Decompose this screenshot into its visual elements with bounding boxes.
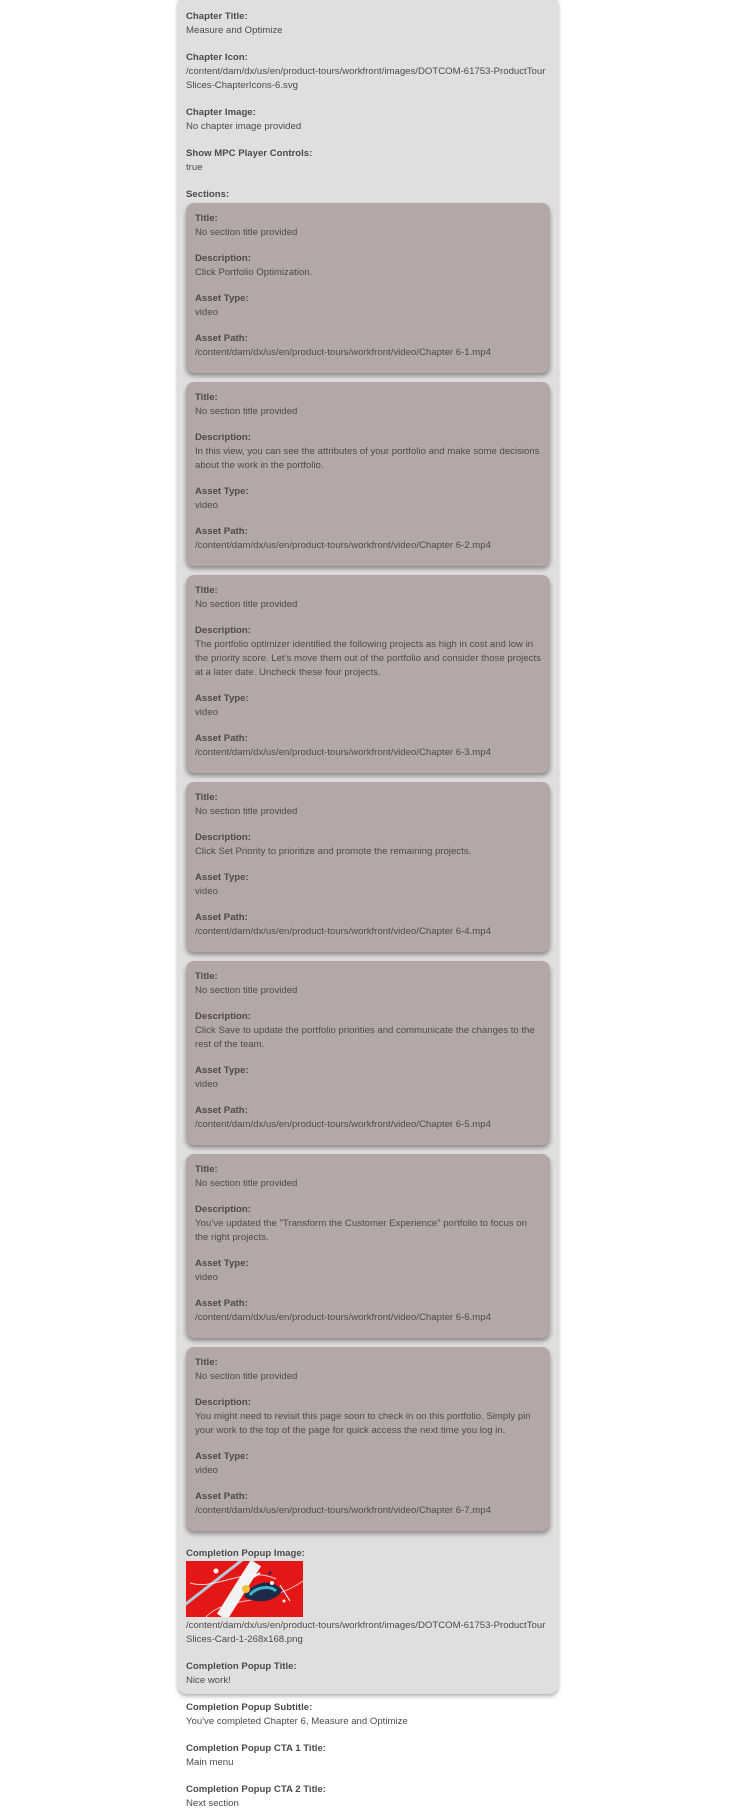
section-description-value: You’ve updated the "Transform the Customer Experience" portfolio to focus on the right projects.: [195, 1218, 527, 1243]
player-controls-value: true: [186, 162, 203, 173]
section-description-value: Click Portfolio Optimization.: [195, 267, 313, 278]
completion-title-label: Completion Popup Title:: [186, 1661, 297, 1672]
section-title-field: [195, 1356, 541, 1384]
section-asset-path-label: Asset Path:: [195, 1105, 248, 1116]
section-asset-type-label: Asset Type:: [195, 293, 249, 304]
sections-label: Sections:: [186, 189, 230, 200]
section-asset-path-field: [195, 1104, 541, 1132]
section-title-label: Title:: [195, 792, 218, 803]
section-description-value: Click Set Priority to prioritize and promote the remaining projects.: [195, 846, 472, 857]
completion-image-field: [186, 1547, 550, 1647]
section-card: [186, 382, 550, 566]
section-asset-type-value: video: [195, 1465, 218, 1476]
section-asset-type-label: Asset Type:: [195, 1451, 249, 1462]
completion-subtitle-label: Completion Popup Subtitle:: [186, 1702, 313, 1713]
section-asset-path-field: [195, 332, 541, 360]
section-asset-path-label: Asset Path:: [195, 1491, 248, 1502]
section-asset-path-label: Asset Path:: [195, 912, 248, 923]
section-asset-path-label: Asset Path:: [195, 733, 248, 744]
player-controls-field: [186, 147, 550, 175]
section-asset-type-value: video: [195, 707, 218, 718]
section-description-field: [195, 1396, 541, 1438]
section-description-field: [195, 624, 541, 680]
section-asset-path-value: /content/dam/dx/us/en/product-tours/workfront/video/Chapter 6-1.mp4: [195, 347, 491, 358]
chapter-icon-value: /content/dam/dx/us/en/product-tours/workfront/images/DOTCOM-61753-ProductTourSlices-ChapterIcons-6.svg: [186, 66, 546, 91]
completion-cta1-value: Main menu: [186, 1757, 234, 1768]
section-title-label: Title:: [195, 1357, 218, 1368]
section-asset-path-value: /content/dam/dx/us/en/product-tours/workfront/video/Chapter 6-3.mp4: [195, 747, 491, 758]
section-asset-path-label: Asset Path:: [195, 1298, 248, 1309]
section-asset-path-label: Asset Path:: [195, 333, 248, 344]
section-asset-type-field: [195, 292, 541, 320]
section-asset-path-field: [195, 911, 541, 939]
section-description-field: [195, 252, 541, 280]
section-description-field: [195, 1203, 541, 1245]
section-asset-type-value: video: [195, 500, 218, 511]
section-asset-type-field: [195, 485, 541, 513]
section-asset-path-value: /content/dam/dx/us/en/product-tours/workfront/video/Chapter 6-6.mp4: [195, 1312, 491, 1323]
section-asset-type-label: Asset Type:: [195, 1065, 249, 1076]
section-title-field: [195, 791, 541, 819]
section-title-label: Title:: [195, 585, 218, 596]
section-asset-type-field: [195, 1257, 541, 1285]
section-asset-path-label: Asset Path:: [195, 526, 248, 537]
section-asset-path-value: /content/dam/dx/us/en/product-tours/workfront/video/Chapter 6-2.mp4: [195, 540, 491, 551]
section-asset-type-field: [195, 1064, 541, 1092]
sections-list: [186, 203, 550, 1531]
chapter-title-value: Measure and Optimize: [186, 25, 283, 36]
section-title-value: No section title provided: [195, 1371, 298, 1382]
section-description-value: You might need to revisit this page soon to check in on this portfolio. Simply pin your work to the top of the page for quick access the next time you log in.: [195, 1411, 531, 1436]
chapter-image-field: [186, 106, 550, 134]
chapter-icon-label: Chapter Icon:: [186, 52, 248, 63]
section-asset-type-field: [195, 871, 541, 899]
section-description-field: [195, 831, 541, 859]
chapter-title-label: Chapter Title:: [186, 11, 248, 22]
section-card: [186, 961, 550, 1145]
section-asset-type-value: video: [195, 1272, 218, 1283]
section-asset-type-label: Asset Type:: [195, 1258, 249, 1269]
section-title-value: No section title provided: [195, 985, 298, 996]
completion-subtitle-value: You've completed Chapter 6, Measure and Optimize: [186, 1716, 408, 1727]
completion-cta2-field: [186, 1783, 550, 1811]
section-description-value: In this view, you can see the attributes of your portfolio and make some decisions about the work in the portfolio.: [195, 446, 540, 471]
chapter-details-panel: [178, 0, 558, 1809]
section-description-label: Description:: [195, 432, 251, 443]
chapter-icon-field: [186, 51, 550, 93]
completion-subtitle-field: [186, 1701, 550, 1729]
section-title-value: No section title provided: [195, 806, 298, 817]
section-description-label: Description:: [195, 832, 251, 843]
section-description-field: [195, 1010, 541, 1052]
section-asset-path-field: [195, 732, 541, 760]
section-asset-type-field: [195, 1450, 541, 1478]
section-title-value: No section title provided: [195, 1178, 298, 1189]
section-title-label: Title:: [195, 1164, 218, 1175]
section-card: [186, 1154, 550, 1338]
section-asset-type-value: video: [195, 307, 218, 318]
section-title-field: [195, 584, 541, 612]
completion-title-field: [186, 1660, 550, 1688]
section-title-label: Title:: [195, 213, 218, 224]
section-title-label: Title:: [195, 392, 218, 403]
section-card: [186, 203, 550, 373]
completion-title-value: Nice work!: [186, 1675, 231, 1686]
section-title-value: No section title provided: [195, 406, 298, 417]
player-controls-label: Show MPC Player Controls:: [186, 148, 313, 159]
section-description-label: Description:: [195, 625, 251, 636]
chapter-title-field: [186, 10, 550, 38]
completion-cta2-value: Next section: [186, 1798, 239, 1809]
section-asset-path-value: /content/dam/dx/us/en/product-tours/workfront/video/Chapter 6-7.mp4: [195, 1505, 491, 1516]
section-title-value: No section title provided: [195, 227, 298, 238]
completion-image-label: Completion Popup Image:: [186, 1548, 305, 1559]
section-asset-path-value: /content/dam/dx/us/en/product-tours/workfront/video/Chapter 6-4.mp4: [195, 926, 491, 937]
completion-image-path: /content/dam/dx/us/en/product-tours/workfront/images/DOTCOM-61753-ProductTourSlices-Card-1-268x168.png: [186, 1620, 546, 1645]
section-description-value: The portfolio optimizer identified the following projects as high in cost and low in the priority score. Let’s move them out of the portfolio and consider those projects at a later date. Uncheck these four projects.: [195, 639, 541, 678]
section-asset-type-field: [195, 692, 541, 720]
section-asset-type-label: Asset Type:: [195, 693, 249, 704]
section-card: [186, 782, 550, 952]
completion-cta1-label: Completion Popup CTA 1 Title:: [186, 1743, 326, 1754]
section-title-field: [195, 212, 541, 240]
section-title-value: No section title provided: [195, 599, 298, 610]
section-description-label: Description:: [195, 253, 251, 264]
section-asset-type-value: video: [195, 886, 218, 897]
section-asset-path-field: [195, 525, 541, 553]
section-description-field: [195, 431, 541, 473]
section-card: [186, 1347, 550, 1531]
chapter-image-value: No chapter image provided: [186, 121, 302, 132]
section-asset-type-value: video: [195, 1079, 218, 1090]
section-asset-type-label: Asset Type:: [195, 872, 249, 883]
section-asset-path-field: [195, 1297, 541, 1325]
section-asset-type-label: Asset Type:: [195, 486, 249, 497]
section-asset-path-field: [195, 1490, 541, 1518]
section-title-field: [195, 391, 541, 419]
section-title-label: Title:: [195, 971, 218, 982]
section-description-label: Description:: [195, 1011, 251, 1022]
completion-cta1-field: [186, 1742, 550, 1770]
section-description-label: Description:: [195, 1397, 251, 1408]
chapter-image-label: Chapter Image:: [186, 107, 256, 118]
section-description-label: Description:: [195, 1204, 251, 1215]
completion-popup-image: [186, 1561, 303, 1617]
section-title-field: [195, 1163, 541, 1191]
section-card: [186, 575, 550, 773]
completion-cta2-label: Completion Popup CTA 2 Title:: [186, 1784, 326, 1795]
section-title-field: [195, 970, 541, 998]
section-description-value: Click Save to update the portfolio priorities and communicate the changes to the rest of the team.: [195, 1025, 535, 1050]
section-asset-path-value: /content/dam/dx/us/en/product-tours/workfront/video/Chapter 6-5.mp4: [195, 1119, 491, 1130]
